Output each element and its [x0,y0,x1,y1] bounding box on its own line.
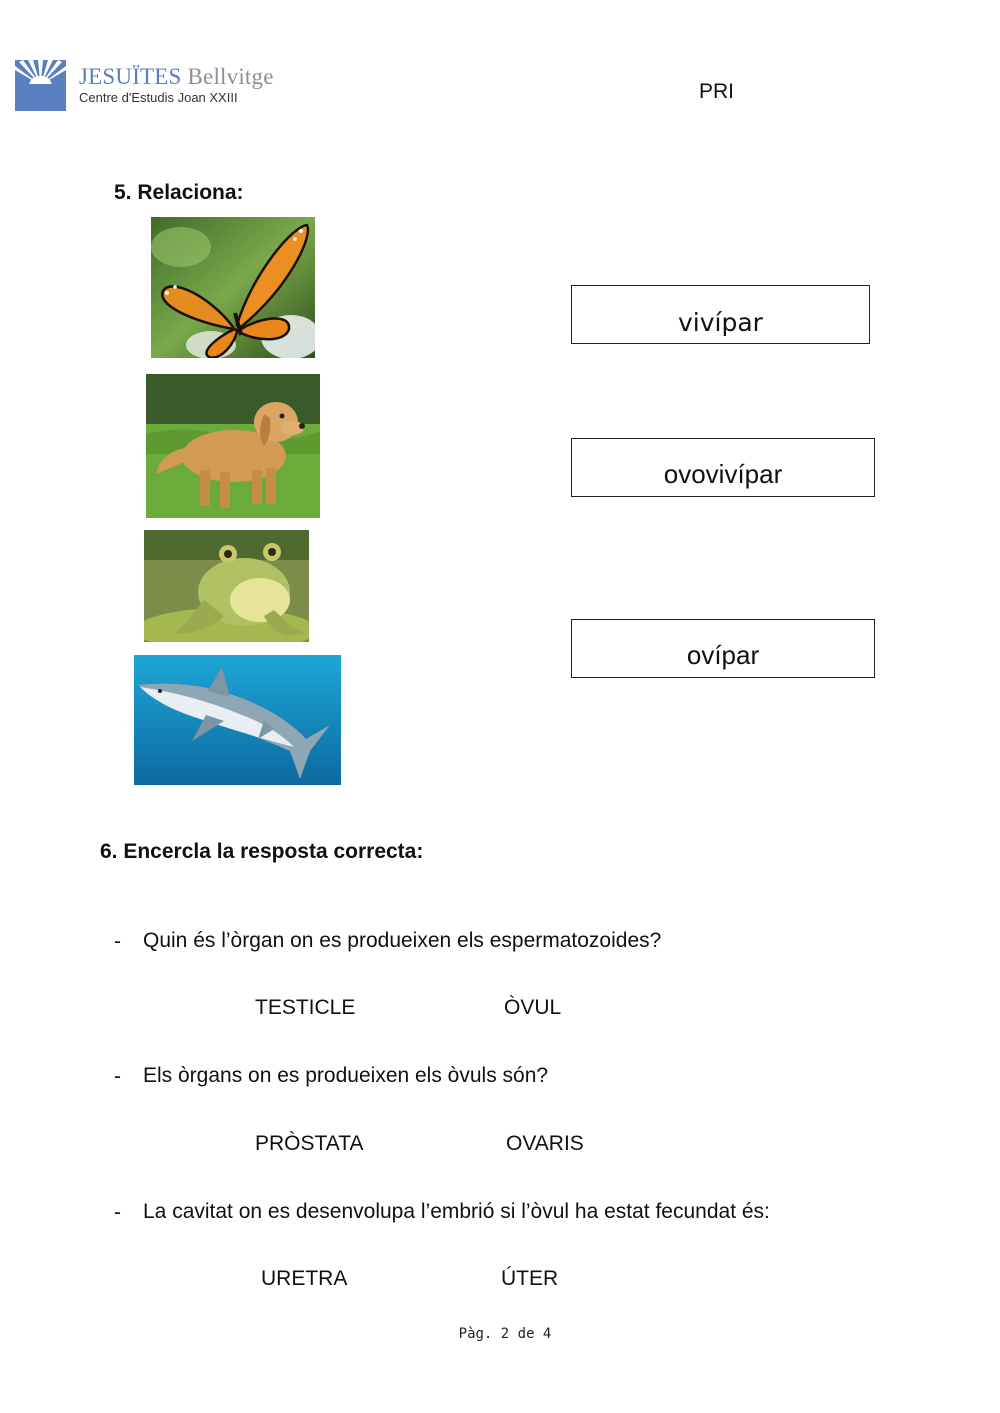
shark-image [134,655,341,785]
page-number: Pàg. 2 de 4 [458,1326,552,1342]
section-5-title: 5. Relaciona: [114,181,244,204]
logo-subtitle: Centre d'Estudis Joan XXIII [79,90,238,105]
frog-image [144,530,309,642]
question-1-text: Quin és l’òrgan on es produeixen els espermatozoides? [143,929,662,952]
question-3-text: La cavitat on es desenvolupa l’embrió si l’òvul ha estat fecundat és: [143,1200,770,1223]
answer-box-oviparous[interactable]: ovípar [571,619,875,678]
question-3-option-2[interactable]: ÚTER [501,1267,559,1290]
question-2-option-2[interactable]: OVARIS [506,1132,584,1155]
dog-image [146,374,320,518]
question-2-text: Els òrgans on es produeixen els òvuls són? [143,1064,549,1087]
question-1-option-2[interactable]: ÒVUL [504,996,562,1019]
logo-name-place: Bellvitge [187,64,274,89]
sunburst-logo-icon [15,60,66,111]
question-2-option-1[interactable]: PRÒSTATA [255,1132,364,1155]
question-1-option-1[interactable]: TESTICLE [255,996,356,1019]
header-code: PRI [699,80,735,103]
question-1-dash: - [114,930,121,953]
section-6-title: 6. Encercla la resposta correcta: [100,840,424,863]
question-3-option-1[interactable]: URETRA [261,1267,348,1290]
butterfly-image [151,217,315,358]
answer-box-viviparous[interactable]: vivípar [571,285,870,344]
logo-name-main: JESUÏTES [79,64,182,89]
logo-name [79,64,274,90]
question-3-dash: - [114,1201,121,1224]
school-logo [15,60,275,114]
question-2-dash: - [114,1065,121,1088]
answer-box-ovoviviparous[interactable]: ovovivípar [571,438,875,497]
